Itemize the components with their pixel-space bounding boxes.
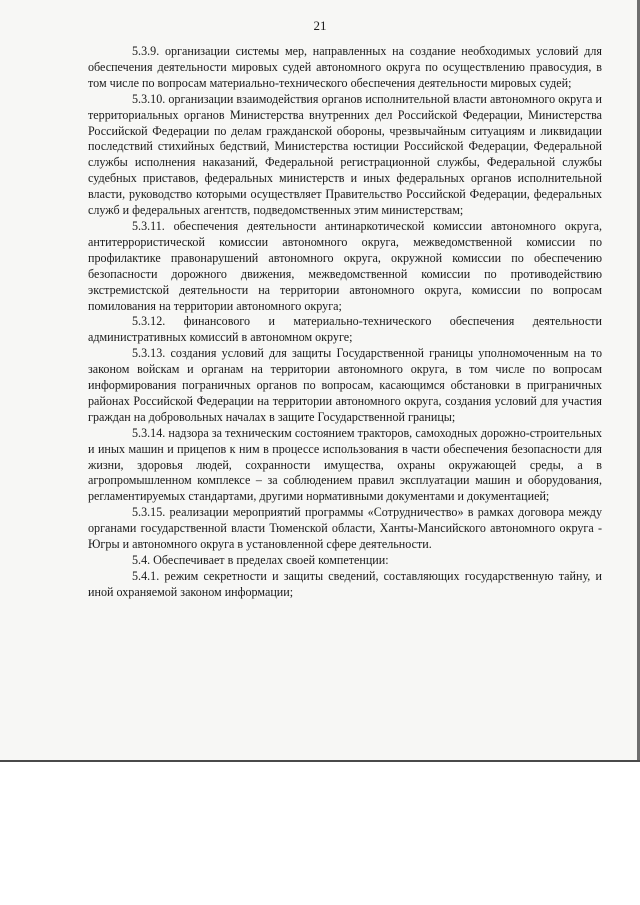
paragraph-5-4: 5.4. Обеспечивает в пределах своей компетенции: — [132, 553, 389, 567]
paragraph-5-3-11: 5.3.11. обеспечения деятельности антинаркотической комиссии автономного округа, антитеррористической комиссии автономного округа, межведомственной комиссии по профилактике правонарушений автономного округа, окружной комиссии по обеспечению безопасности дорожного движения, межведомственной комиссии по противодействию экстремистской деятельности на территории автономного округа, комиссии по вопросам помилования на территории автономного округа; — [88, 218, 602, 313]
paragraph-5-3-13: 5.3.13. создания условий для защиты Государственной границы уполномоченным на то законом войскам и органам на территории автономного округа, в том числе по вопросам информирования пограничных органов по вопросам, касающимся обстановки в приграничных районах Российской Федерации на территории автономного округа, создания условий для участия граждан на добровольных началах в защите Государственной границы; — [88, 346, 602, 424]
page-number: 21 — [313, 18, 327, 33]
paragraph-5-3-9: 5.3.9. организации системы мер, направленных на создание необходимых условий для обеспечения деятельности мировых судей автономного округа по осуществлению правосудия, в том числе по вопросам материально-технического обеспечения деятельности мировых судей; — [88, 44, 602, 90]
paragraph-5-3-10: 5.3.10. организации взаимодействия органов исполнительной власти автономного округа и территориальных органов Министерства внутренних дел Российской Федерации, Министерства Российской Федерации по делам гражданской обороны, чрезвычайным ситуациям и ликвидации последствий стихийных бедствий, Министерства юстиции Российской Федерации, Федеральной службы исполнения наказаний, Федеральной регистрационной службы, Федеральной службы судебных приставов, федеральных министерств и иных федеральных органов исполнительной власти, руководство которыми осуществляет Правительство Российской Федерации, федеральных служб и федеральных агентств, подведомственных этим министерствам; — [88, 91, 602, 218]
blank-margin — [0, 762, 640, 905]
document-body — [88, 44, 602, 601]
paragraph-5-3-14: 5.3.14. надзора за техническим состоянием тракторов, самоходных дорожно-строительных и иных машин и прицепов к ним в процессе использования в части обеспечения безопасности для жизни, здоровья людей, сохранности имущества, охраны окружающей среды, а в агропромышленном комплексе – за соблюдением правил эксплуатации машин и оборудования, регламентируемых стандартами, другими нормативными документами и документацией; — [88, 425, 602, 504]
paragraph-5-3-15: 5.3.15. реализации мероприятий программы «Сотрудничество» в рамках договора между органами государственной власти Тюменской области, Ханты-Мансийского автономного округа - Югры и автономного округа в установленной сфере деятельности. — [88, 505, 602, 552]
paragraph-5-3-12: 5.3.12. финансового и материально-технического обеспечения деятельности административных комиссий в автономном округе; — [88, 314, 602, 345]
paragraph-5-4-1: 5.4.1. режим секретности и защиты сведений, составляющих государственную тайну, и иной охраняемой законом информации; — [88, 568, 602, 599]
